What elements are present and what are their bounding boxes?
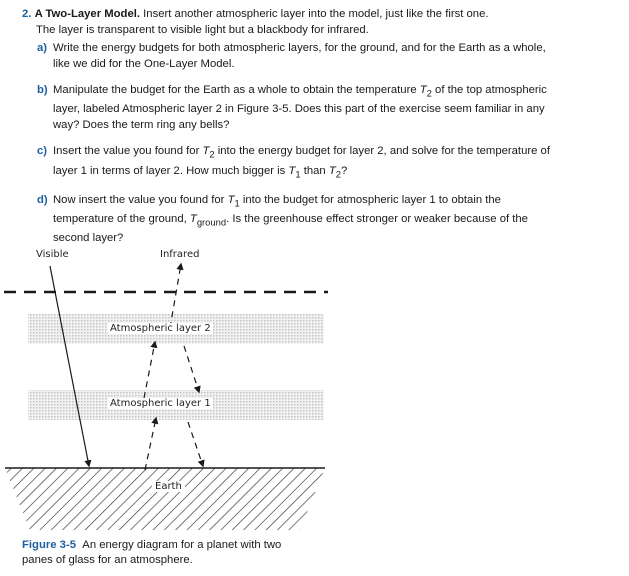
part-b-letter: b) bbox=[37, 84, 48, 96]
part-b bbox=[22, 82, 552, 133]
infrared-down-from-layer-1 bbox=[188, 422, 203, 466]
infrared-down-from-layer-2 bbox=[184, 346, 199, 392]
figure-caption-number: Figure 3-5 bbox=[22, 539, 76, 551]
energy-diagram-svg bbox=[0, 230, 629, 530]
exercise-intro-2: The layer is transparent to visible light but a blackbody for infrared. bbox=[36, 24, 369, 36]
part-a bbox=[22, 40, 552, 72]
part-c-letter: c) bbox=[37, 145, 48, 158]
part-c-text: Insert the value you found for $T_2$ into the energy budget for layer 2, and solve for the temperature of layer 1 in terms of layer 2. How much bigger is $T_1$ than $T_2$? bbox=[53, 145, 550, 179]
infrared-up-from-layer-1 bbox=[144, 342, 155, 398]
earth-label: Earth bbox=[152, 481, 185, 492]
exercise-number: 2. bbox=[22, 8, 32, 20]
figure-caption bbox=[22, 538, 312, 568]
infrared-label: Infrared bbox=[160, 249, 200, 260]
part-d-text: Now insert the value you found for $T_1$ into the budget for atmospheric layer 1 to obtain the temperature of the ground, $T_{ground}$. Is the greenhouse effect stronger or weaker because of the second layer? bbox=[53, 193, 528, 245]
atmospheric-layer-2-label: Atmospheric layer 2 bbox=[110, 323, 211, 334]
part-c bbox=[22, 143, 552, 182]
energy-diagram-figure bbox=[0, 230, 629, 530]
part-d-letter: d) bbox=[37, 193, 48, 206]
exercise-title: A Two-Layer Model. bbox=[34, 8, 141, 20]
visible-label: Visible bbox=[36, 249, 69, 260]
exercise-header bbox=[22, 6, 552, 38]
exercise-intro-1: Insert another atmospheric layer into the model, just like the first one. bbox=[143, 8, 489, 20]
part-a-letter: a) bbox=[37, 42, 48, 54]
infrared-up-from-ground bbox=[145, 418, 156, 470]
part-b-text: Manipulate the budget for the Earth as a whole to obtain the temperature $T_2$ of the top atmospheric layer, labeled Atmospheric layer 2 in Figure 3-5. Does this part of the exercise seem familiar in any way? Does the term ring any bells? bbox=[53, 84, 547, 132]
exercise-block bbox=[22, 6, 552, 246]
earth-ground bbox=[5, 468, 325, 530]
part-a-text: Write the energy budgets for both atmospheric layers, for the ground, and for the Earth as a whole, like we did for the One-Layer Model. bbox=[53, 42, 546, 70]
atmospheric-layer-1-label: Atmospheric layer 1 bbox=[110, 398, 211, 409]
visible-light-arrow bbox=[50, 266, 89, 466]
figure-caption-text: An energy diagram for a planet with two panes of glass for an atmosphere. bbox=[22, 539, 282, 566]
